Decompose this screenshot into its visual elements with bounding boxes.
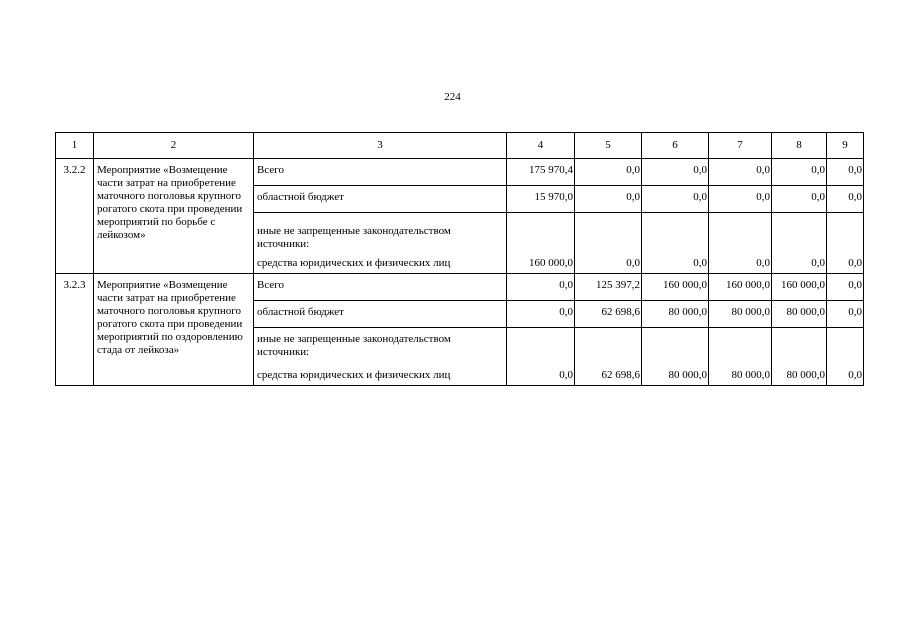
value-cell: 0,0 [507, 301, 575, 328]
value-cell: 0,0 [827, 301, 864, 328]
table-header-row [56, 133, 864, 159]
column-header: 1 [56, 133, 94, 159]
value-cell: 0,0 [709, 159, 772, 186]
page-number: 224 [444, 91, 461, 103]
column-header: 5 [575, 133, 642, 159]
funding-source-label: областной бюджет [254, 186, 507, 213]
funding-source-label: Всего [254, 274, 507, 301]
measure-code: 3.2.2 [56, 159, 94, 274]
measure-name: Мероприятие «Возмещение части затрат на приобретение маточного поголовья крупного рогатого скота при проведении мероприятий по борьбе с лейкозом» [94, 159, 254, 274]
budget-table [55, 132, 864, 386]
column-header: 9 [827, 133, 864, 159]
value-cell: 0,0 [709, 186, 772, 213]
value-cell: 0,0 [772, 159, 827, 186]
funding-source-label: средства юридических и физических лиц [254, 254, 507, 274]
value-cell: 0,0 [507, 274, 575, 301]
value-cell: 62 698,6 [575, 366, 642, 386]
measure-name: Мероприятие «Возмещение части затрат на приобретение маточного поголовья крупного рогатого скота при проведении мероприятий по оздоровлению стада от лейкоза» [94, 274, 254, 386]
value-cell: 0,0 [507, 366, 575, 386]
column-header: 4 [507, 133, 575, 159]
value-cell: 62 698,6 [575, 301, 642, 328]
column-header: 7 [709, 133, 772, 159]
value-cell: 80 000,0 [709, 301, 772, 328]
value-cell: 160 000,0 [772, 274, 827, 301]
funding-source-label: иные не запрещенные законодательством источники: [254, 328, 507, 367]
value-cell: 125 397,2 [575, 274, 642, 301]
funding-source-label: иные не запрещенные законодательством источники: [254, 213, 507, 255]
value-cell: 0,0 [575, 186, 642, 213]
value-cell: 15 970,0 [507, 186, 575, 213]
value-cell: 0,0 [772, 186, 827, 213]
value-cell: 80 000,0 [772, 366, 827, 386]
value-cell: 160 000,0 [709, 274, 772, 301]
value-cell: 0,0 [575, 159, 642, 186]
value-cell: 0,0 [642, 254, 709, 274]
column-header: 3 [254, 133, 507, 159]
value-cell: 0,0 [827, 254, 864, 274]
value-cell: 175 970,4 [507, 159, 575, 186]
value-cell: 0,0 [642, 159, 709, 186]
measure-code: 3.2.3 [56, 274, 94, 386]
value-cell: 0,0 [772, 254, 827, 274]
value-cell: 0,0 [827, 159, 864, 186]
funding-source-label: Всего [254, 159, 507, 186]
value-cell: 160 000,0 [507, 254, 575, 274]
value-cell: 0,0 [827, 186, 864, 213]
value-cell: 0,0 [827, 274, 864, 301]
table-row [56, 274, 864, 301]
funding-source-label: средства юридических и физических лиц [254, 366, 507, 386]
value-cell: 0,0 [827, 366, 864, 386]
value-cell: 80 000,0 [642, 366, 709, 386]
table-row [56, 159, 864, 186]
value-cell: 0,0 [709, 254, 772, 274]
column-header: 2 [94, 133, 254, 159]
value-cell: 80 000,0 [709, 366, 772, 386]
value-cell: 80 000,0 [772, 301, 827, 328]
funding-source-label: областной бюджет [254, 301, 507, 328]
value-cell: 0,0 [575, 254, 642, 274]
value-cell: 80 000,0 [642, 301, 709, 328]
value-cell: 0,0 [642, 186, 709, 213]
column-header: 8 [772, 133, 827, 159]
column-header: 6 [642, 133, 709, 159]
value-cell: 160 000,0 [642, 274, 709, 301]
